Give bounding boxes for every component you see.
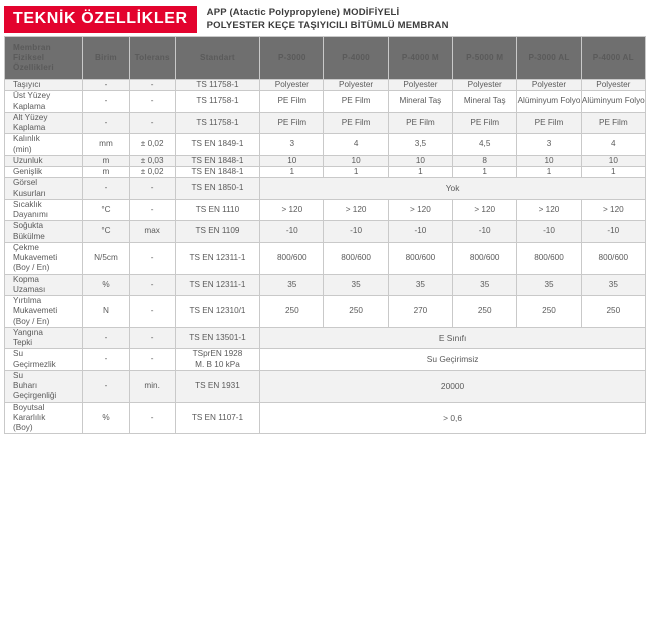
row-tolerance: - bbox=[129, 112, 175, 134]
specification-table bbox=[4, 36, 646, 434]
row-unit: % bbox=[83, 274, 129, 296]
row-value-cell: 1 bbox=[260, 167, 324, 178]
row-value-cell: 250 bbox=[453, 296, 517, 328]
row-unit: % bbox=[83, 402, 129, 434]
row-value-cell: 1 bbox=[324, 167, 388, 178]
table-row bbox=[5, 327, 646, 349]
row-property-label bbox=[5, 370, 83, 402]
row-property-label-line1: Üst Yüzey bbox=[13, 91, 51, 101]
row-property-label bbox=[5, 327, 83, 349]
row-unit: - bbox=[83, 112, 129, 134]
row-value-cell: 1 bbox=[388, 167, 452, 178]
row-property-label-line2: Kaplama bbox=[13, 101, 46, 111]
table-body bbox=[5, 80, 646, 434]
row-value-cell: 4 bbox=[324, 134, 388, 156]
row-tolerance: ± 0,02 bbox=[129, 134, 175, 156]
row-property-label bbox=[5, 221, 83, 243]
row-property-label bbox=[5, 112, 83, 134]
column-header-p5000m: P-5000 M bbox=[453, 37, 517, 80]
row-value-cell: 250 bbox=[581, 296, 645, 328]
row-value-cell: PE Film bbox=[260, 112, 324, 134]
row-value-cell: > 120 bbox=[581, 199, 645, 221]
row-tolerance: ± 0,02 bbox=[129, 167, 175, 178]
row-value-cell: > 120 bbox=[453, 199, 517, 221]
row-property-label-line2: Geçirmezlik bbox=[13, 359, 56, 369]
row-value-cell: 8 bbox=[453, 155, 517, 166]
page-header bbox=[0, 0, 650, 36]
row-unit: °C bbox=[83, 199, 129, 221]
row-tolerance: max bbox=[129, 221, 175, 243]
row-property-label bbox=[5, 91, 83, 113]
row-standard: TS 11758-1 bbox=[175, 91, 259, 113]
row-tolerance: - bbox=[129, 402, 175, 434]
row-property-label-line2: Buharı bbox=[13, 381, 38, 390]
table-row bbox=[5, 112, 646, 134]
row-property-label-line2: (min) bbox=[13, 144, 32, 154]
row-property-label bbox=[5, 296, 83, 328]
row-unit: - bbox=[83, 91, 129, 113]
row-value-cell: PE Film bbox=[324, 91, 388, 113]
row-unit: mm bbox=[83, 134, 129, 156]
row-value-cell: 10 bbox=[517, 155, 581, 166]
table-row bbox=[5, 402, 646, 434]
row-value-cell: 800/600 bbox=[453, 242, 517, 274]
row-value-cell: 800/600 bbox=[581, 242, 645, 274]
row-unit: - bbox=[83, 80, 129, 91]
row-value-cell: PE Film bbox=[453, 112, 517, 134]
row-property-label-line1: Su bbox=[13, 370, 24, 380]
row-value-cell: 270 bbox=[388, 296, 452, 328]
row-value-cell: -10 bbox=[324, 221, 388, 243]
row-property-label: Taşıyıcı bbox=[5, 80, 83, 91]
row-value-cell: 800/600 bbox=[517, 242, 581, 274]
row-property-label-line1: Boyutsal bbox=[13, 402, 45, 412]
row-value-cell: Polyester bbox=[388, 80, 452, 91]
row-standard: TS EN 12310/1 bbox=[175, 296, 259, 328]
table-header-row bbox=[5, 37, 646, 80]
header-subtitle bbox=[207, 7, 449, 33]
row-unit: N bbox=[83, 296, 129, 328]
row-value-cell: PE Film bbox=[388, 112, 452, 134]
row-standard-line1: TSprEN 1928 bbox=[192, 349, 243, 359]
row-property-label bbox=[5, 199, 83, 221]
row-property-label-line1: Alt Yüzey bbox=[13, 112, 48, 122]
row-value-cell: 35 bbox=[388, 274, 452, 296]
row-property-label bbox=[5, 178, 83, 200]
table-row bbox=[5, 221, 646, 243]
table-row bbox=[5, 242, 646, 274]
row-unit: m bbox=[83, 167, 129, 178]
row-property-label-line2: Bükülme bbox=[13, 231, 45, 241]
row-value-cell: Mineral Taş bbox=[388, 91, 452, 113]
row-value-cell: 35 bbox=[453, 274, 517, 296]
table-row bbox=[5, 134, 646, 156]
row-property-label-line1: Yırtılma bbox=[13, 296, 42, 305]
row-value-cell: Mineral Taş bbox=[453, 91, 517, 113]
row-property-label-line1: Sıcaklık bbox=[13, 199, 42, 209]
column-header-property bbox=[5, 37, 83, 80]
row-unit: °C bbox=[83, 221, 129, 243]
table-row bbox=[5, 370, 646, 402]
row-value-cell: PE Film bbox=[260, 91, 324, 113]
row-value-cell: 1 bbox=[453, 167, 517, 178]
row-value-cell: -10 bbox=[581, 221, 645, 243]
row-value-cell: > 120 bbox=[260, 199, 324, 221]
row-merged-value: Yok bbox=[260, 178, 646, 200]
column-header-p3000: P-3000 bbox=[260, 37, 324, 80]
row-value-cell: > 120 bbox=[388, 199, 452, 221]
row-value-cell: 35 bbox=[260, 274, 324, 296]
row-value-cell: Polyester bbox=[324, 80, 388, 91]
column-header-p4000al: P-4000 AL bbox=[581, 37, 645, 80]
row-value-cell: > 120 bbox=[517, 199, 581, 221]
row-property-label-line2: Mukavemeti bbox=[13, 253, 58, 262]
row-property-label-line3: (Boy / En) bbox=[13, 316, 50, 326]
row-merged-value: 20000 bbox=[260, 370, 646, 402]
row-property-label: Uzunluk bbox=[5, 155, 83, 166]
table-row bbox=[5, 80, 646, 91]
header-subtitle-line1: APP (Atactic Polypropylene) MODİFİYELİ bbox=[206, 7, 400, 18]
column-header-property-line2: Fiziksel bbox=[13, 52, 45, 62]
row-standard: TS EN 1109 bbox=[175, 221, 259, 243]
row-value-cell: Alüminyum Folyo bbox=[517, 91, 581, 113]
row-property-label bbox=[5, 349, 83, 371]
row-unit: N/5cm bbox=[83, 242, 129, 274]
column-header-unit: Birim bbox=[83, 37, 129, 80]
row-value-cell: 10 bbox=[581, 155, 645, 166]
page-title: TEKNİK ÖZELLİKLER bbox=[4, 6, 197, 33]
row-tolerance: - bbox=[129, 327, 175, 349]
row-unit: - bbox=[83, 370, 129, 402]
row-property-label bbox=[5, 242, 83, 274]
row-value-cell: -10 bbox=[388, 221, 452, 243]
row-value-cell: 10 bbox=[388, 155, 452, 166]
row-merged-value: Su Geçirimsiz bbox=[260, 349, 646, 371]
table-head bbox=[5, 37, 646, 80]
row-value-cell: 4,5 bbox=[453, 134, 517, 156]
column-header-p3000al: P-3000 AL bbox=[517, 37, 581, 80]
row-standard: TS EN 1848-1 bbox=[175, 155, 259, 166]
column-header-tolerance: Tolerans bbox=[129, 37, 175, 80]
row-value-cell: 1 bbox=[581, 167, 645, 178]
row-value-cell: 10 bbox=[324, 155, 388, 166]
row-tolerance: - bbox=[129, 274, 175, 296]
row-property-label-line1: Su bbox=[13, 349, 24, 359]
row-property-label: Genişlik bbox=[5, 167, 83, 178]
row-property-label-line1: Kopma bbox=[13, 274, 39, 284]
row-property-label-line3: Geçirgenliği bbox=[13, 391, 57, 401]
row-property-label-line1: Görsel bbox=[13, 178, 38, 188]
row-standard: TS EN 1110 bbox=[175, 199, 259, 221]
table-row bbox=[5, 91, 646, 113]
row-property-label-line3: (Boy / En) bbox=[13, 263, 50, 273]
column-header-property-line3: Özellikleri bbox=[13, 63, 54, 73]
row-property-label-line2: Mukavemeti bbox=[13, 306, 58, 316]
column-header-property-line1: Membran bbox=[13, 42, 51, 52]
row-standard: TS 11758-1 bbox=[175, 112, 259, 134]
row-property-label-line1: Çekme bbox=[13, 242, 39, 252]
row-property-label-line3: (Boy) bbox=[13, 423, 33, 432]
row-value-cell: -10 bbox=[517, 221, 581, 243]
row-value-cell: 1 bbox=[517, 167, 581, 178]
row-property-label-line2: Kararlılık bbox=[13, 412, 46, 422]
table-row bbox=[5, 167, 646, 178]
row-unit: - bbox=[83, 178, 129, 200]
row-standard: TS EN 1848-1 bbox=[175, 167, 259, 178]
row-value-cell: Polyester bbox=[517, 80, 581, 91]
row-value-cell: 250 bbox=[517, 296, 581, 328]
row-unit: - bbox=[83, 327, 129, 349]
row-unit: m bbox=[83, 155, 129, 166]
row-standard-line2: M. B 10 kPa bbox=[195, 359, 240, 369]
row-value-cell: 10 bbox=[260, 155, 324, 166]
row-value-cell: Polyester bbox=[453, 80, 517, 91]
row-tolerance: ± 0,03 bbox=[129, 155, 175, 166]
row-standard: TS EN 1850-1 bbox=[175, 178, 259, 200]
row-property-label-line1: Kalınlık bbox=[13, 134, 40, 144]
row-value-cell: Polyester bbox=[260, 80, 324, 91]
row-value-cell: 800/600 bbox=[324, 242, 388, 274]
table-row bbox=[5, 296, 646, 328]
row-merged-value: > 0,6 bbox=[260, 402, 646, 434]
column-header-p4000m: P-4000 M bbox=[388, 37, 452, 80]
row-value-cell: > 120 bbox=[324, 199, 388, 221]
row-standard: TS EN 1849-1 bbox=[175, 134, 259, 156]
row-value-cell: Alüminyum Folyo bbox=[581, 91, 645, 113]
row-value-cell: 3 bbox=[260, 134, 324, 156]
row-standard: TS 11758-1 bbox=[175, 80, 259, 91]
row-tolerance: min. bbox=[129, 370, 175, 402]
row-property-label-line2: Tepki bbox=[13, 338, 33, 347]
row-value-cell: 250 bbox=[324, 296, 388, 328]
table-row bbox=[5, 178, 646, 200]
row-tolerance: - bbox=[129, 296, 175, 328]
row-standard bbox=[175, 349, 259, 371]
row-value-cell: 800/600 bbox=[388, 242, 452, 274]
row-property-label-line2: Uzaması bbox=[13, 284, 46, 294]
row-property-label bbox=[5, 402, 83, 434]
row-value-cell: 3 bbox=[517, 134, 581, 156]
row-property-label-line2: Kusurları bbox=[13, 188, 46, 198]
row-standard: TS EN 13501-1 bbox=[175, 327, 259, 349]
row-value-cell: PE Film bbox=[517, 112, 581, 134]
row-value-cell: 250 bbox=[260, 296, 324, 328]
row-standard: TS EN 1107-1 bbox=[175, 402, 259, 434]
table-row bbox=[5, 274, 646, 296]
row-tolerance: - bbox=[129, 80, 175, 91]
row-standard: TS EN 1931 bbox=[175, 370, 259, 402]
row-unit: - bbox=[83, 349, 129, 371]
row-value-cell: PE Film bbox=[581, 112, 645, 134]
row-tolerance: - bbox=[129, 199, 175, 221]
row-value-cell: 800/600 bbox=[260, 242, 324, 274]
row-property-label-line1: Soğukta bbox=[13, 221, 44, 231]
row-value-cell: 3,5 bbox=[388, 134, 452, 156]
table-row bbox=[5, 349, 646, 371]
row-property-label bbox=[5, 134, 83, 156]
row-property-label-line2: Dayanımı bbox=[13, 210, 49, 219]
row-standard: TS EN 12311-1 bbox=[175, 242, 259, 274]
row-standard: TS EN 12311-1 bbox=[175, 274, 259, 296]
row-tolerance: - bbox=[129, 349, 175, 371]
row-value-cell: 35 bbox=[517, 274, 581, 296]
column-header-standard: Standart bbox=[175, 37, 259, 80]
row-value-cell: 4 bbox=[581, 134, 645, 156]
column-header-p4000: P-4000 bbox=[324, 37, 388, 80]
row-value-cell: Polyester bbox=[581, 80, 645, 91]
row-merged-value: E Sınıfı bbox=[260, 327, 646, 349]
row-value-cell: 35 bbox=[324, 274, 388, 296]
row-value-cell: PE Film bbox=[324, 112, 388, 134]
row-tolerance: - bbox=[129, 178, 175, 200]
row-tolerance: - bbox=[129, 242, 175, 274]
row-value-cell: -10 bbox=[260, 221, 324, 243]
table-row bbox=[5, 155, 646, 166]
row-property-label-line2: Kaplama bbox=[13, 123, 46, 132]
row-property-label bbox=[5, 274, 83, 296]
table-row bbox=[5, 199, 646, 221]
row-property-label-line1: Yangına bbox=[13, 327, 43, 337]
row-tolerance: - bbox=[129, 91, 175, 113]
row-value-cell: 35 bbox=[581, 274, 645, 296]
row-value-cell: -10 bbox=[453, 221, 517, 243]
header-subtitle-line2: POLYESTER KEÇE TAŞIYICILI BİTÜMLÜ MEMBRAN bbox=[206, 19, 449, 31]
